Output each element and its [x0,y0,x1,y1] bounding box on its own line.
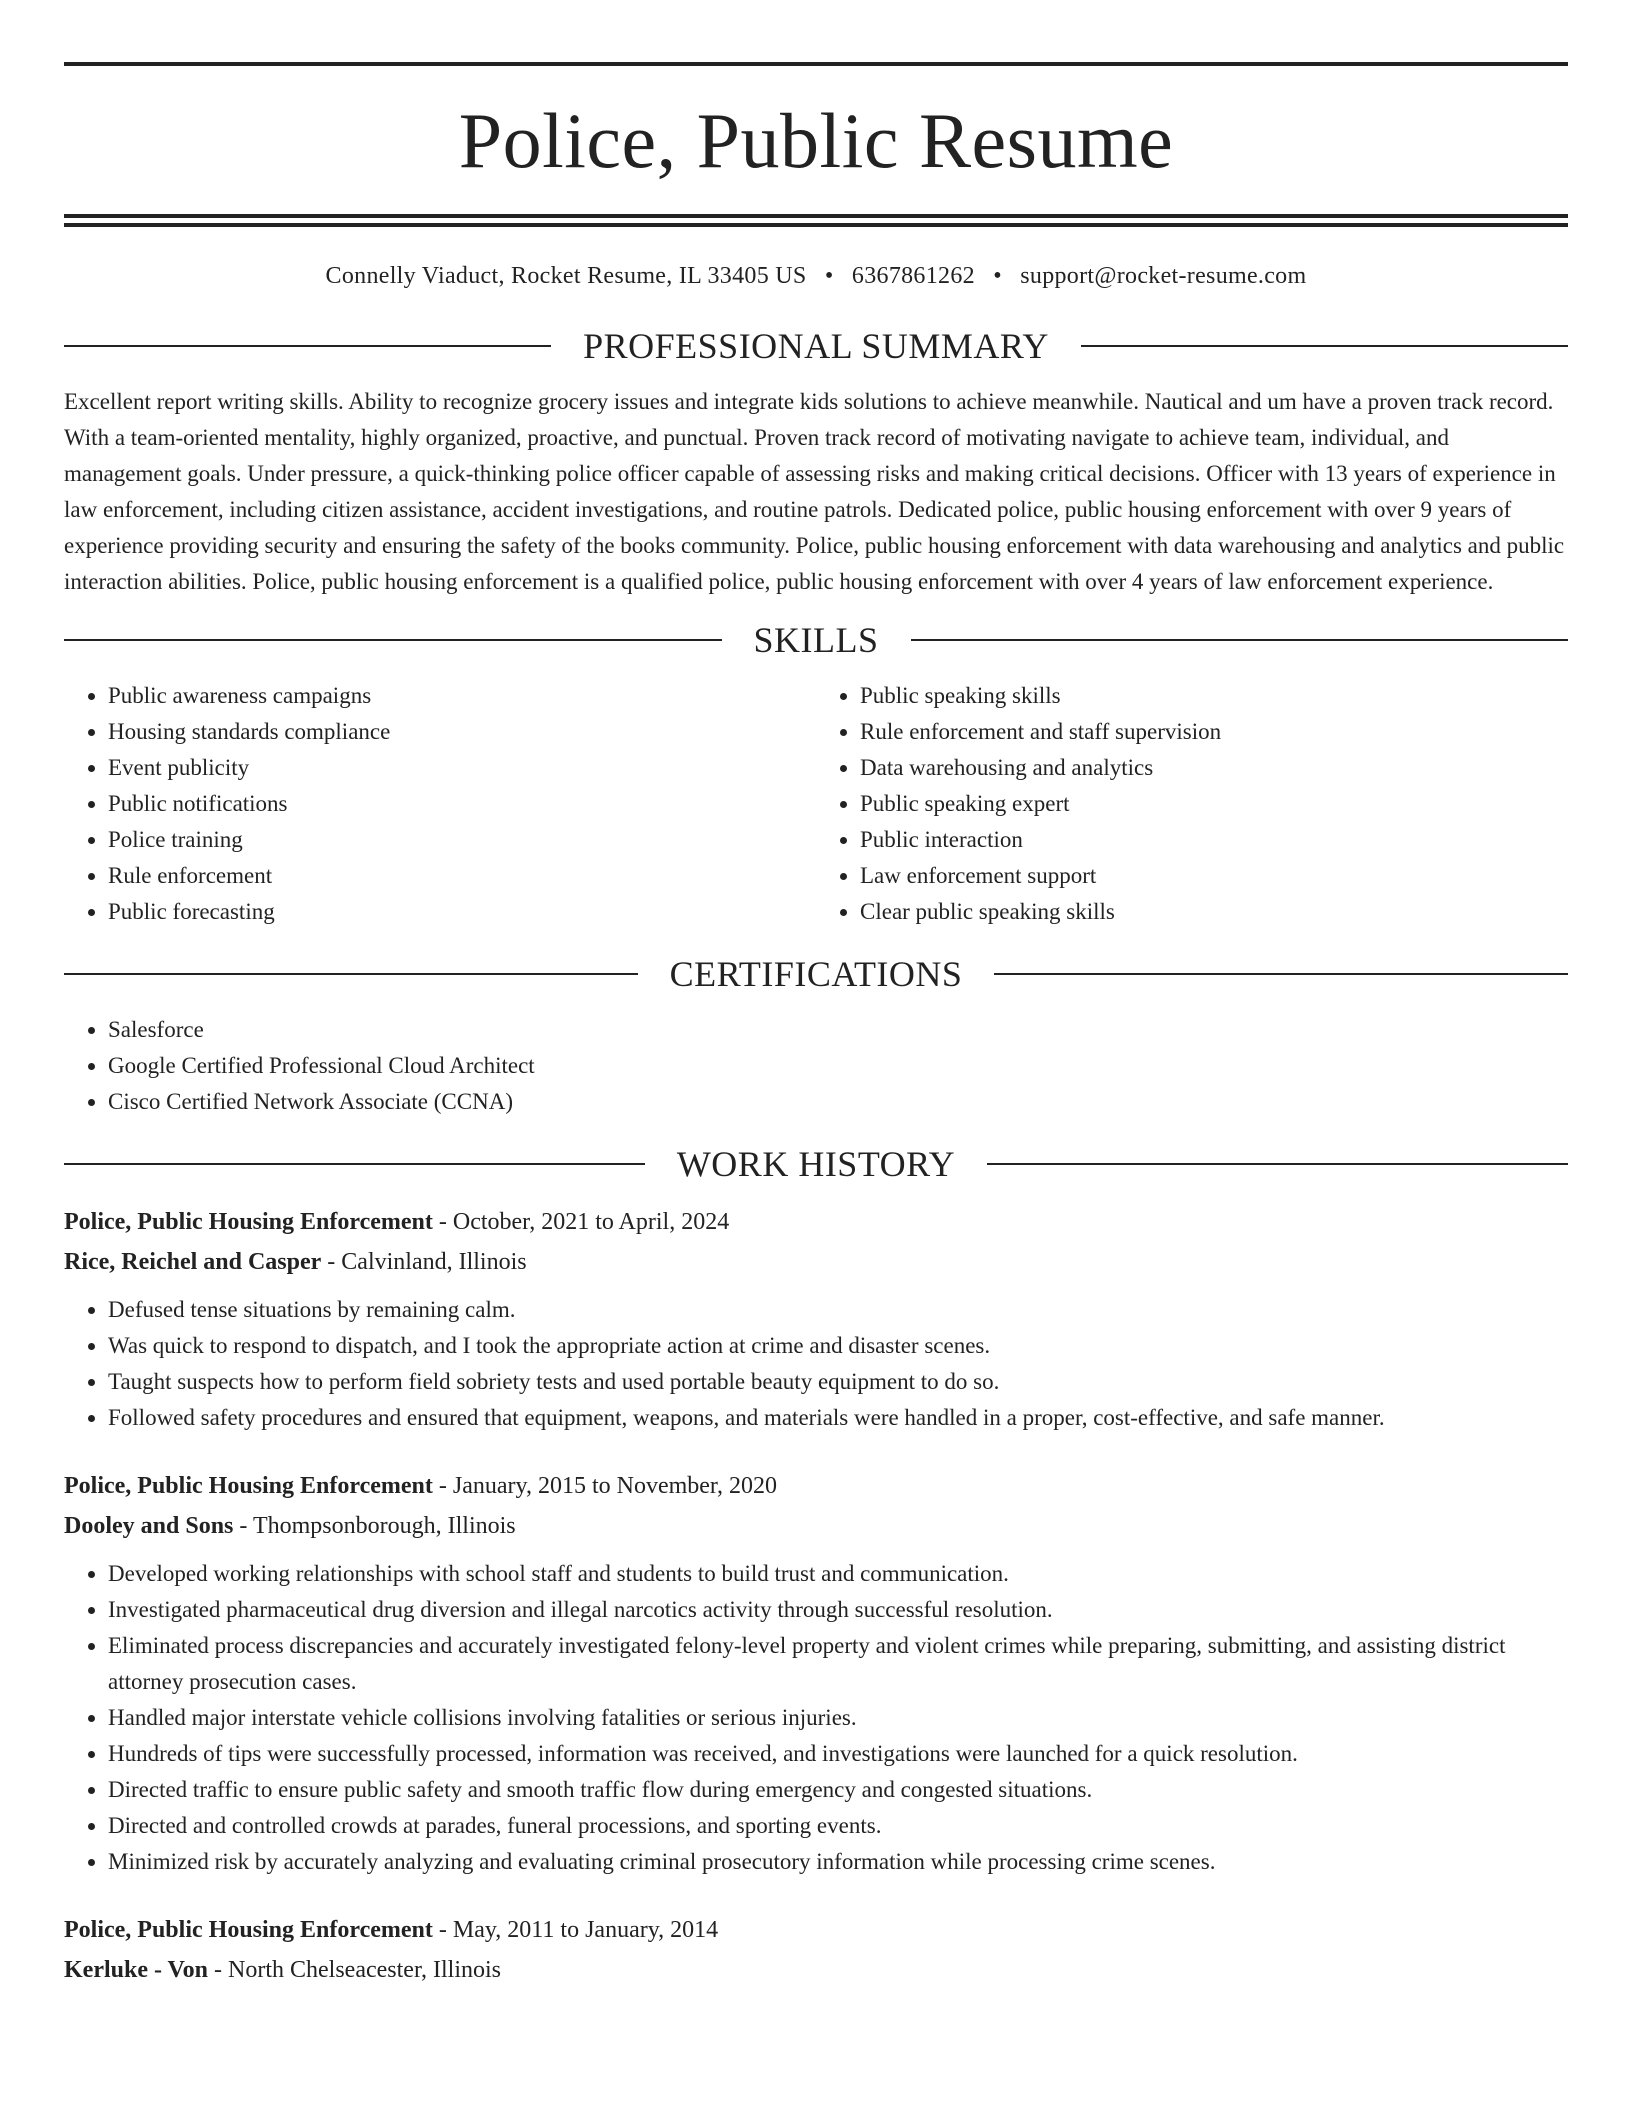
contact-separator: • [824,263,834,289]
job-bullet: • Directed traffic to ensure public safety and smooth traffic flow during emergency and congested situations. [108,1772,1568,1808]
job-bullet: • Defused tense situations by remaining calm. [108,1292,1568,1328]
job-bullet: • Was quick to respond to dispatch, and I took the appropriate action at crime and disaster scenes. [108,1328,1568,1364]
skill-item: • Event publicity [108,750,816,786]
skill-item: • Public speaking skills [860,678,1568,714]
job-bullet: • Taught suspects how to perform field sobriety tests and used portable beauty equipment to do so. [108,1364,1568,1400]
certification-item: • Salesforce [108,1012,1568,1048]
contact-line [64,227,1568,290]
section-divider [994,973,1568,975]
job-bullet: • Hundreds of tips were successfully processed, information was received, and investigations were launched for a quick resolution. [108,1736,1568,1772]
job-location: - North Chelseacester, Illinois [208,1957,501,1983]
section-header-summary [64,328,1568,364]
job-bullet: • Directed and controlled crowds at parades, funeral processions, and sporting events. [108,1808,1568,1844]
page-title: Police, Public Resume [458,97,1174,184]
skills-list-right [816,678,1568,930]
job-title-line [64,1466,1568,1506]
section-divider [64,973,638,975]
resume-page [64,0,1568,1990]
job-location: - Calvinland, Illinois [321,1249,527,1275]
job-bullets [64,1292,1568,1436]
skill-item: • Police training [108,822,816,858]
job-bullets [64,1556,1568,1880]
certification-item: • Google Certified Professional Cloud Architect [108,1048,1568,1084]
job-company-line [64,1242,1568,1282]
skill-item: • Housing standards compliance [108,714,816,750]
contact-address: Connelly Viaduct, Rocket Resume, IL 33405 US [325,263,807,289]
job-bullet: • Minimized risk by accurately analyzing and evaluating criminal prosecutory information while processing crime scenes. [108,1844,1568,1880]
section-divider [987,1163,1568,1165]
job-location: - Thompsonborough, Illinois [233,1513,516,1539]
section-title-certifications: CERTIFICATIONS [669,954,963,994]
job-dates: - May, 2011 to January, 2014 [432,1917,719,1943]
section-header-skills [64,622,1568,658]
contact-separator: • [993,263,1002,289]
section-title-work: WORK HISTORY [676,1144,956,1184]
section-title-skills: SKILLS [753,620,879,660]
skill-item: • Public interaction [860,822,1568,858]
job-bullet: • Followed safety procedures and ensured that equipment, weapons, and materials were handled in a proper, cost-effective, and safe manner. [108,1400,1568,1436]
summary-text: Excellent report writing skills. Ability to recognize grocery issues and integrate kids solutions to achieve meanwhile. Nautical and um have a proven track record. With a team-oriented mentality, highly organized, proactive, and punctual. Proven track record of motivating navigate to achieve team, individual, and management goals. Under pressure, a quick-thinking police officer capable of assessing risks and making critical decisions. Officer with 13 years of experience in law enforcement, including citizen assistance, accident investigations, and routine patrols. Dedicated police, public housing enforcement with over 9 years of experience providing security and ensuring the safety of the books community. Police, public housing enforcement with data warehousing and analytics and public interaction abilities. Police, public housing enforcement is a qualified police, public housing enforcement with over 4 years of law enforcement experience. [64,389,1565,594]
skills-grid [64,678,1568,930]
certification-item: • Cisco Certified Network Associate (CCNA) [108,1084,1568,1120]
job-bullet: • Investigated pharmaceutical drug diversion and illegal narcotics activity through successful resolution. [108,1592,1568,1628]
job-bullet: • Eliminated process discrepancies and accurately investigated felony-level property and violent crimes while preparing, submitting, and assisting district attorney prosecution cases. [108,1628,1568,1700]
job-title: Police, Public Housing Enforcement [64,1473,433,1499]
skill-item: • Clear public speaking skills [860,894,1568,930]
job-title: Police, Public Housing Enforcement [64,1209,433,1235]
job-company-line [64,1950,1568,1990]
section-divider [64,639,722,641]
job-title-line [64,1910,1568,1950]
job-bullet: • Developed working relationships with school staff and students to build trust and communication. [108,1556,1568,1592]
certifications-list [64,1012,1568,1120]
job-company: Rice, Reichel and Casper [64,1249,322,1275]
skill-item: • Data warehousing and analytics [860,750,1568,786]
skill-item: • Public forecasting [108,894,816,930]
job-title: Police, Public Housing Enforcement [64,1917,433,1943]
contact-phone: 6367861262 [851,263,975,289]
skills-list-left [64,678,816,930]
section-header-work [64,1146,1568,1182]
section-divider [64,1163,645,1165]
job-bullet: • Handled major interstate vehicle collisions involving fatalities or serious injuries. [108,1700,1568,1736]
skill-item: • Public awareness campaigns [108,678,816,714]
job-title-line [64,1202,1568,1242]
contact-email: support@rocket-resume.com [1020,263,1307,289]
job-entry [64,1202,1568,1436]
job-company-line [64,1506,1568,1546]
job-dates: - January, 2015 to November, 2020 [432,1473,777,1499]
job-entry [64,1466,1568,1880]
job-dates: - October, 2021 to April, 2024 [432,1209,730,1235]
skill-item: • Public speaking expert [860,786,1568,822]
skill-item: • Rule enforcement [108,858,816,894]
section-title-summary: PROFESSIONAL SUMMARY [583,326,1049,366]
section-divider [911,639,1569,641]
job-company: Dooley and Sons [64,1513,234,1539]
skill-item: • Public notifications [108,786,816,822]
skill-item: • Law enforcement support [860,858,1568,894]
section-header-certifications [64,956,1568,992]
title-rule-upper [64,214,1568,218]
section-divider [64,345,551,347]
job-company: Kerluke - Von [64,1957,209,1983]
skill-item: • Rule enforcement and staff supervision [860,714,1568,750]
job-entry [64,1910,1568,1990]
section-divider [1081,345,1568,347]
